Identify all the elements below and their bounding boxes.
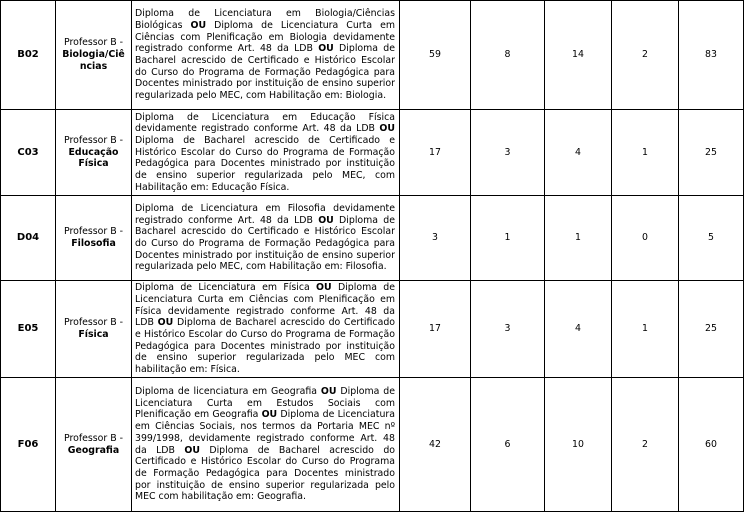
count-2: 3	[471, 110, 545, 196]
role-subject: Educação Física	[68, 146, 119, 170]
requirements: Diploma de Licenciatura em Biologia/Ciências Biológicas OU Diploma de Licenciatura Curta em Ciências com Plenificação em Biologia devidamente registrado conforme Art. 48 da LDB OU Diploma de Bacharel acrescido de Certificado e Histórico Escolar do Curso do Programa de Formação Pedagógica para Docentes ministrado por instituição de ensino superior regularizada pelo MEC, com Habilitação em: Biologia.	[132, 1, 400, 110]
requirements: Diploma de Licenciatura em Educação Física devidamente registrado conforme Art. 48 da LDB OU Diploma de Bacharel acrescido de Certificado e Histórico Escolar do Curso do Programa de Formação Pedagógica para Docentes ministrado por instituição de ensino superior regularizada pelo MEC, com Habilitação em: Educação Física.	[132, 110, 400, 196]
job-role	[56, 1, 132, 110]
count-1: 17	[400, 110, 471, 196]
table-row	[1, 110, 744, 196]
count-total: 83	[679, 1, 744, 110]
count-4: 1	[612, 110, 679, 196]
count-1: 17	[400, 281, 471, 378]
count-2: 3	[471, 281, 545, 378]
role-subject: Biologia/Ciê ncias	[62, 49, 125, 72]
count-total: 5	[679, 196, 744, 281]
count-4: 1	[612, 281, 679, 378]
count-3: 4	[545, 110, 612, 196]
role-prefix: Professor B -	[63, 37, 124, 49]
role-subject: Geografia	[67, 444, 120, 456]
requirements: Diploma de Licenciatura em Física OU Diploma de Licenciatura Curta em Ciências com Plenificação em Física devidamente registrado conforme Art. 48 da LDB OU Diploma de Bacharel acrescido do Certificado e Histórico Escolar do Curso do Programa de Formação Pedagógica para Docentes ministrado por instituição de ensino superior regularizada pelo MEC com habilitação em: Física.	[132, 281, 400, 378]
role-subject: Física	[78, 329, 109, 340]
count-3: 10	[545, 378, 612, 512]
job-code: B02	[1, 1, 56, 110]
count-total: 25	[679, 281, 744, 378]
job-role	[56, 196, 132, 281]
table-row	[1, 1, 744, 110]
role-prefix: Professor B -	[63, 134, 124, 146]
count-total: 25	[679, 110, 744, 196]
job-code: D04	[1, 196, 56, 281]
role-prefix: Professor B -	[63, 317, 124, 329]
count-1: 42	[400, 378, 471, 512]
count-3: 4	[545, 281, 612, 378]
job-code: F06	[1, 378, 56, 512]
count-3: 14	[545, 1, 612, 110]
count-4: 2	[612, 378, 679, 512]
count-2: 8	[471, 1, 545, 110]
job-role	[56, 110, 132, 196]
count-2: 1	[471, 196, 545, 281]
job-role	[56, 378, 132, 512]
table-row	[1, 378, 744, 512]
count-2: 6	[471, 378, 545, 512]
job-code: E05	[1, 281, 56, 378]
count-4: 2	[612, 1, 679, 110]
requirements: Diploma de Licenciatura em Filosofia devidamente registrado conforme Art. 48 da LDB OU Diploma de Bacharel acrescido do Certificado e Histórico Escolar do Curso do Programa de Formação Pedagógica para Docentes ministrado por instituição de ensino superior regularizada pelo MEC, com Habilitação em: Filosofia.	[132, 196, 400, 281]
count-4: 0	[612, 196, 679, 281]
table-row	[1, 196, 744, 281]
count-3: 1	[545, 196, 612, 281]
count-1: 59	[400, 1, 471, 110]
role-prefix: Professor B -	[63, 226, 124, 238]
job-code: C03	[1, 110, 56, 196]
role-prefix: Professor B -	[63, 432, 124, 444]
role-subject: Filosofia	[71, 238, 116, 249]
table-row	[1, 281, 744, 378]
requirements: Diploma de licenciatura em Geografia OU Diploma de Licenciatura Curta em Estudos Sociais com Plenificação em Geografia OU Diploma de Licenciatura em Ciências Sociais, nos termos da Portaria MEC nº 399/1998, devidamente registrado conforme Art. 48 da LDB OU Diploma de Bacharel acrescido do Certificado e Histórico Escolar do Curso do Programa de Formação Pedagógica para Docentes ministrado por instituição de ensino superior regularizada pelo MEC com habilitação em: Geografia.	[132, 378, 400, 512]
count-1: 3	[400, 196, 471, 281]
count-total: 60	[679, 378, 744, 512]
job-role	[56, 281, 132, 378]
